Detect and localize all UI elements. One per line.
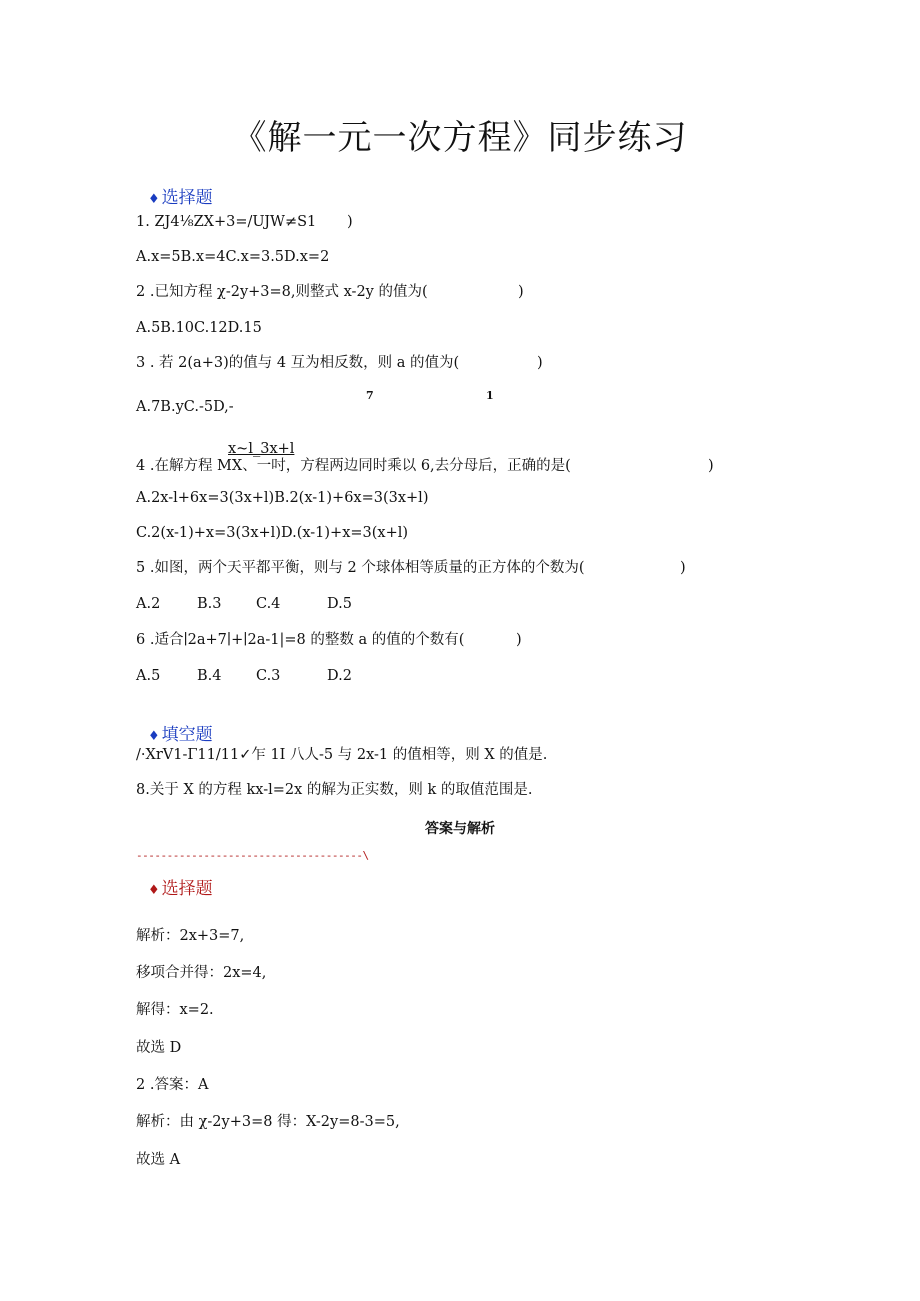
question-3-paren: ) — [537, 355, 543, 371]
question-1-text: 1. ZJ4⅛ZX+3=/UJW≠S1 — [136, 214, 317, 230]
question-5-option-b: B.3 — [197, 596, 222, 612]
section-fill — [148, 720, 213, 745]
question-2-options: A.5B.10C.12D.15 — [136, 320, 262, 336]
question-7: /·XrV1-Γ11/11✓乍 1I 八人-5 与 2x-1 的值相等，则 X 的值是. — [136, 747, 548, 763]
answer-2-line-2: 解析：由 χ-2y+3=8 得：X-2y=8-3=5, — [136, 1114, 400, 1130]
question-6-text: 6 .适合∣2a+7∣+∣2a-1|=8 的整数 a 的值的个数有( — [136, 632, 465, 648]
question-5-option-d: D.5 — [327, 596, 352, 612]
question-4-options-2: C.2(x-1)+x=3(3x+l)D.(x-1)+x=3(x+l) — [136, 525, 409, 541]
answers-heading: 答案与解析 — [425, 821, 495, 837]
diamond-icon: ♦ — [148, 883, 160, 898]
question-5-option-a: A.2 — [136, 596, 161, 612]
question-4-text: 4 .在解方程 MX、一吋，方程两边同时乘以 6,去分母后，正确的是( — [136, 458, 571, 474]
question-4-paren: ) — [708, 458, 714, 474]
question-3-mark-1: 7 — [366, 389, 374, 402]
question-6-option-c: C.3 — [256, 668, 281, 684]
section-choice — [148, 183, 213, 208]
question-1-paren: ) — [347, 214, 353, 230]
question-2-paren: ) — [518, 284, 524, 300]
section-choice-label: 选择题 — [161, 188, 213, 208]
question-6-option-b: B.4 — [197, 668, 222, 684]
question-3-options: A.7B.yC.-5D,- — [136, 399, 234, 415]
answer-1-line-1: 解析：2x+3=7, — [136, 928, 245, 944]
section-choice-answers-label: 选择题 — [161, 879, 213, 899]
question-4-fraction: x~l_3x+l — [228, 441, 295, 457]
question-1-options: A.x=5B.x=4C.x=3.5D.x=2 — [136, 249, 330, 265]
answer-1-line-2: 移项合并得：2x=4, — [136, 965, 267, 981]
question-8: 8.关于 X 的方程 kx-l=2x 的解为正实数，则 k 的取值范围是. — [136, 782, 533, 798]
question-5-paren: ) — [680, 560, 686, 576]
question-6-option-a: A.5 — [136, 668, 161, 684]
diamond-icon: ♦ — [148, 729, 160, 744]
question-6-paren: ) — [516, 632, 522, 648]
question-1 — [136, 212, 316, 232]
answer-2-line-3: 故选 A — [136, 1152, 181, 1168]
question-3-text: 3 . 若 2(a+3)的值与 4 互为相反数，则 a 的值为( — [136, 355, 460, 371]
section-fill-label: 填空题 — [161, 725, 213, 745]
question-3-mark-2: 1 — [486, 389, 494, 402]
page-title: 《解一元一次方程》同步练习 — [232, 118, 688, 158]
question-6-option-d: D.2 — [327, 668, 352, 684]
answer-1-line-3: 解得：x=2. — [136, 1002, 214, 1018]
answer-1-line-4: 故选 D — [136, 1040, 182, 1056]
question-2-text: 2 .已知方程 χ-2y+3=8,则整式 x-2y 的值为( — [136, 284, 428, 300]
section-choice-answers — [148, 874, 213, 899]
question-5-text: 5 .如图，两个天平都平衡，则与 2 个球体相等质量的正方体的个数为( — [136, 560, 585, 576]
dashed-divider: -------------------------------------\ — [136, 849, 369, 862]
answer-2-line-1: 2 .答案：A — [136, 1077, 209, 1093]
question-5-option-c: C.4 — [256, 596, 281, 612]
question-4-options-1: A.2x-l+6x=3(3x+l)B.2(x-1)+6x=3(3x+l) — [136, 490, 429, 506]
diamond-icon: ♦ — [148, 192, 160, 207]
